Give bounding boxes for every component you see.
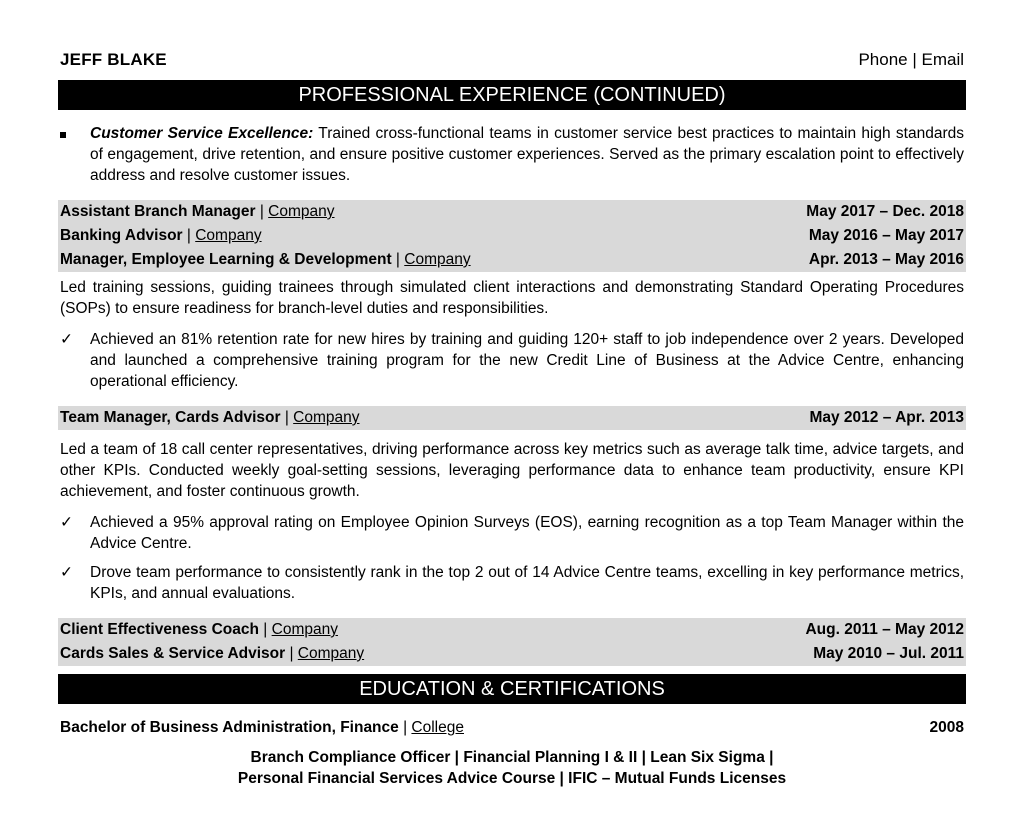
job-row (58, 642, 966, 666)
job-title: Banking Advisor (60, 227, 183, 244)
company-link[interactable]: Company (195, 227, 262, 244)
section-heading-education (58, 674, 966, 704)
separator: | (398, 719, 412, 736)
company-link[interactable]: Company (271, 621, 338, 638)
job-row (58, 224, 966, 248)
job-title: Manager, Employee Learning & Development (60, 251, 392, 268)
certifications-line: Personal Financial Services Advice Course | IFIC – Mutual Funds Licenses (237, 770, 787, 787)
list-item (58, 512, 964, 554)
company-link[interactable]: Company (297, 645, 365, 662)
graduation-year: 2008 (929, 719, 964, 736)
job-dates: Apr. 2013 – May 2016 (808, 251, 964, 268)
bullet-label: Customer Service Excellence: (90, 125, 314, 142)
separator: | (182, 227, 196, 244)
job-title: Cards Sales & Service Advisor (60, 645, 286, 662)
job-title: Assistant Branch Manager (60, 203, 256, 220)
job-title: Team Manager, Cards Advisor (60, 409, 281, 426)
job-row (58, 248, 966, 272)
job-dates: May 2010 – Jul. 2011 (813, 645, 964, 662)
job-dates: Aug. 2011 – May 2012 (805, 621, 964, 638)
bullet-text (90, 123, 964, 186)
job-summary: Led a team of 18 call center representatives, driving performance across key metrics such as average talk time, advice targets, and other KPIs. Conducted weekly goal-setting sessions, leveraging performance data to enhance team productivity, ensure KPI achievement, and foster continuous growth. (60, 441, 964, 500)
checkmark-icon: ✓ (60, 331, 73, 348)
separator: | (280, 409, 294, 426)
job-row (58, 406, 966, 430)
certifications-line: Branch Compliance Officer | Financial Planning I & II | Lean Six Sigma | (250, 749, 774, 766)
bullet-text: Achieved a 95% approval rating on Employee Opinion Surveys (EOS), earning recognition as a top Team Manager within the Advice Centre. (90, 514, 964, 552)
separator: | (285, 645, 298, 662)
list-item (58, 329, 964, 392)
checkmark-icon: ✓ (60, 564, 73, 581)
section-heading-text: PROFESSIONAL EXPERIENCE (CONTINUED) (298, 84, 726, 106)
job-dates: May 2016 – May 2017 (808, 227, 964, 244)
separator: | (255, 203, 269, 220)
job-row (58, 200, 966, 224)
job-row (58, 618, 966, 642)
bullet-text: Achieved an 81% retention rate for new hires by training and guiding 120+ staff to job independence over 2 years. Developed and launched a comprehensive training program for the new Credit Line of Business at the Advice Centre, enhancing operational efficiency. (90, 331, 964, 390)
degree: Bachelor of Business Administration, Finance (60, 719, 399, 736)
square-bullet-icon (60, 123, 78, 144)
checkmark-icon: ✓ (60, 514, 73, 531)
company-link[interactable]: Company (293, 409, 360, 426)
separator: | (391, 251, 405, 268)
section-heading-experience (58, 80, 966, 110)
list-item (58, 123, 964, 186)
list-item (58, 562, 964, 604)
section-heading-text: EDUCATION & CERTIFICATIONS (359, 678, 665, 700)
job-dates: May 2012 – Apr. 2013 (809, 409, 964, 426)
company-link[interactable]: Company (404, 251, 471, 268)
contact-info: Phone | Email (858, 50, 964, 69)
school-link[interactable]: College (411, 719, 464, 736)
candidate-name: JEFF BLAKE (60, 50, 167, 69)
job-title: Client Effectiveness Coach (60, 621, 259, 638)
separator: | (258, 621, 272, 638)
job-summary: Led training sessions, guiding trainees through simulated client interactions and demonstrating Standard Operating Procedures (SOPs) to ensure readiness for branch-level duties and responsibilities. (60, 279, 964, 317)
bullet-text: Drove team performance to consistently rank in the top 2 out of 14 Advice Centre teams, excelling in key performance metrics, KPIs, and annual evaluations. (90, 564, 964, 602)
company-link[interactable]: Company (268, 203, 335, 220)
bullet-body: Trained cross-functional teams in customer service best practices to maintain high standards of engagement, drive retention, and ensure positive customer experiences. Served as the primary escalation point to effectively address and resolve customer issues. (90, 125, 964, 184)
job-dates: May 2017 – Dec. 2018 (806, 203, 964, 220)
